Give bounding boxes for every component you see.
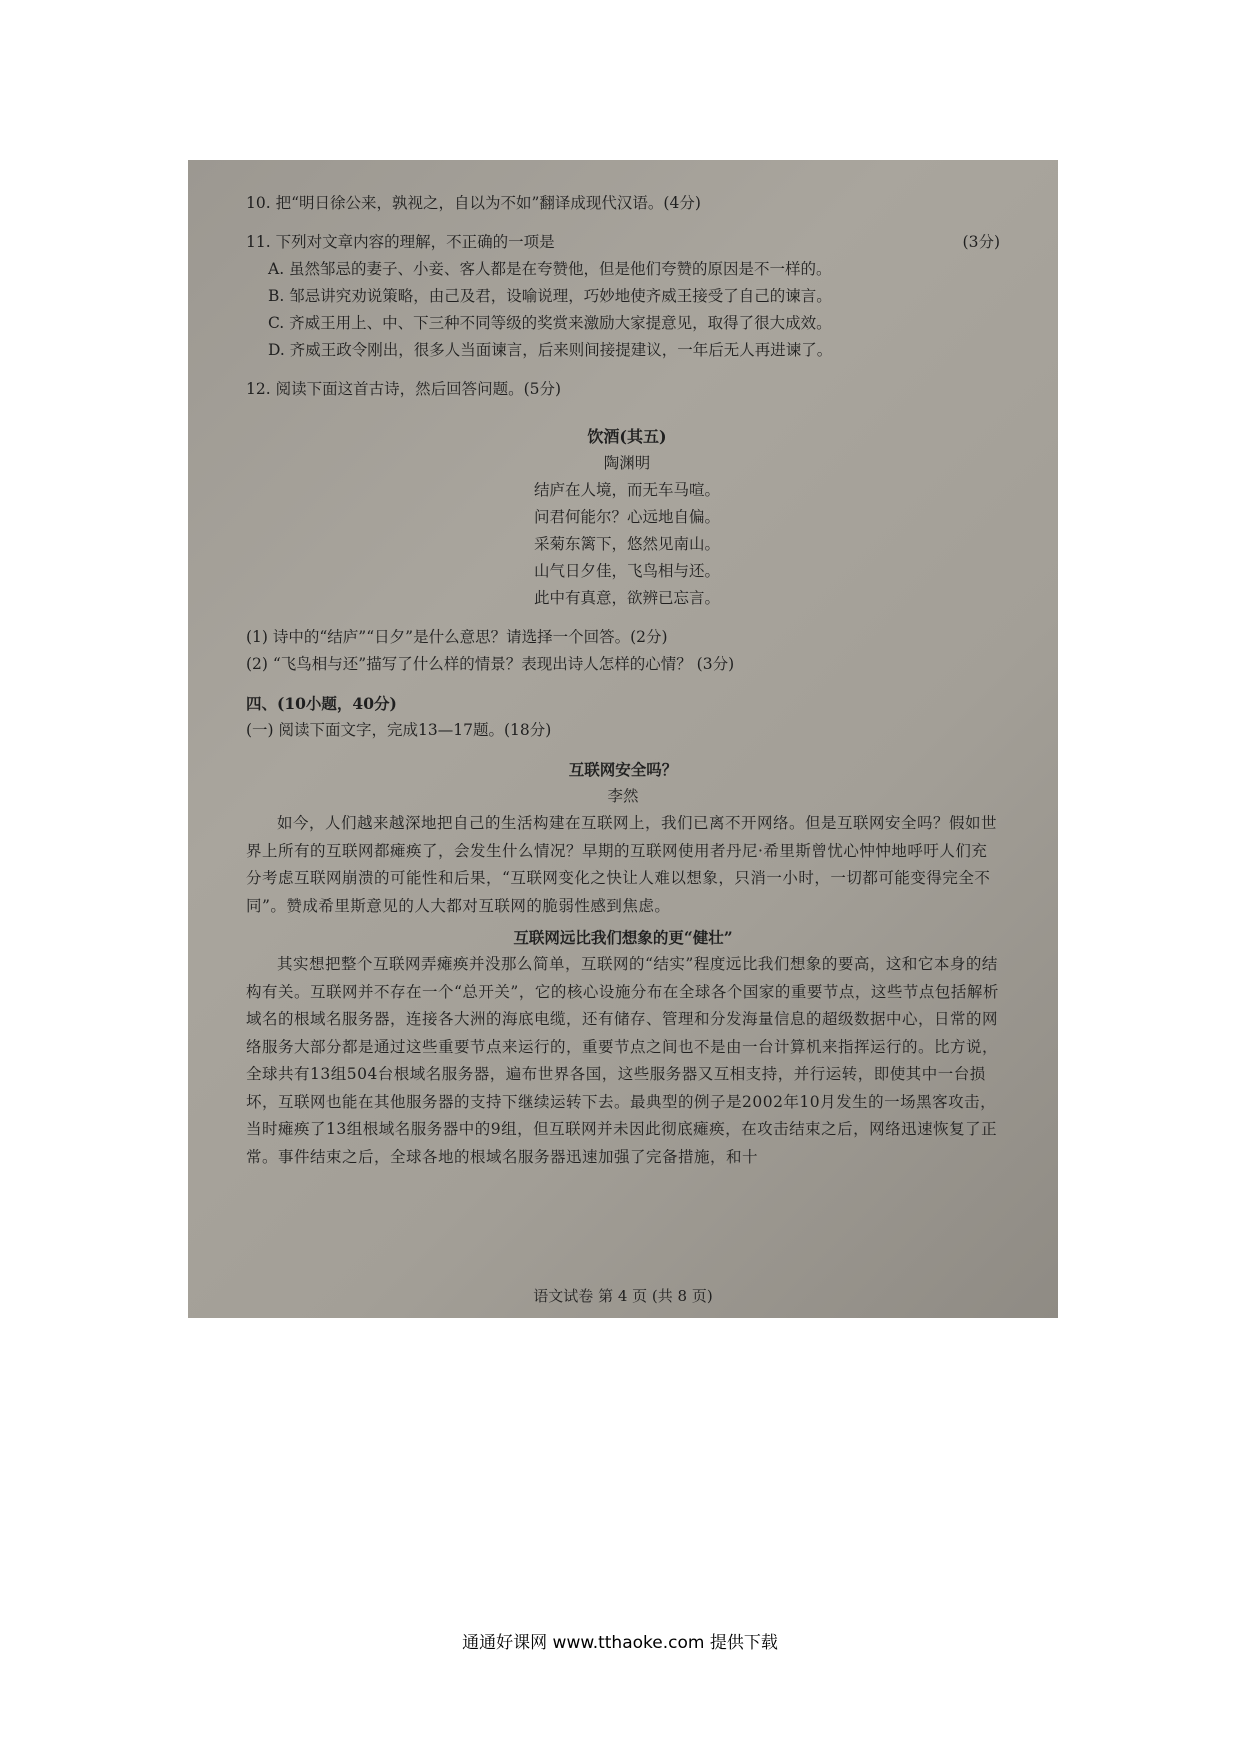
article-subheading: 互联网远比我们想象的更“健壮” (513, 928, 733, 947)
site-footer: 通通好课网 www.tthaoke.com 提供下载 (462, 1633, 778, 1653)
part-1-instruction: (一) 阅读下面文字，完成13—17题。(18分) (246, 721, 552, 739)
question-11-option-d: D. 齐威王政令刚出，很多人当面谏言，后来则间接提建议，一年后无人再进谏了。 (268, 341, 833, 359)
article-author: 李然 (607, 787, 639, 805)
article-paragraph-2: 其实想把整个互联网弄瘫痪并没那么简单，互联网的“结实”程度远比我们想象的要高，这和它本身的结构有关。互联网并不存在一个“总开关”，它的核心设施分布在全球各个国家的重要节点，这些节点包括解析域名的根域名服务器，连接各大洲的海底电缆，还有储存、管理和分发海量信息的超级数据中心，日常的网络服务大部分都是通过这些重要节点来运行的，重要节点之间也不是由一台计算机来指挥运行的。比方说，全球共有13组504台根域名服务器，遍布世界各国，这些服务器又互相支持，并行运转，即使其中一台损坏，互联网也能在其他服务器的支持下继续运转下去。最典型的例子是2002年10月发生的一场黑客攻击，当时瘫痪了13组根域名服务器中的9组，但互联网并未因此彻底瘫痪，在攻击结束之后，网络迅速恢复了正常。事件结束之后，全球各地的根域名服务器迅速加强了完备措施，和十 (246, 955, 999, 1166)
poem-line: 此中有真意，欲辨已忘言。 (533, 589, 720, 607)
question-12-stem: 12. 阅读下面这首古诗，然后回答问题。(5分) (246, 380, 562, 398)
poem-line: 采菊东篱下，悠然见南山。 (533, 535, 720, 553)
question-11-option-c: C. 齐威王用上、中、下三种不同等级的奖赏来激励大家提意见，取得了很大成效。 (268, 314, 832, 332)
exam-page-photo (188, 160, 1058, 1318)
poem-title: 饮酒(其五) (587, 427, 667, 446)
question-10: 10. 把“明日徐公来，孰视之，自以为不如”翻译成现代汉语。(4分) (246, 194, 701, 212)
section-4-heading: 四、(10小题，40分) (246, 694, 397, 713)
article-paragraph-1: 如今，人们越来越深地把自己的生活构建在互联网上，我们已离不开网络。但是互联网安全吗？假如世界上所有的互联网都瘫痪了，会发生什么情况？早期的互联网使用者丹尼·希里斯曾忧心忡忡地呼吁人们充分考虑互联网崩溃的可能性和后果，“互联网变化之快让人难以想象，只消一小时，一切都可能变得完全不同”。赞成希里斯意见的人大都对互联网的脆弱性感到焦虑。 (246, 814, 998, 915)
question-11-option-a: A. 虽然邹忌的妻子、小妾、客人都是在夸赞他，但是他们夸赞的原因是不一样的。 (268, 260, 832, 278)
poem-line: 山气日夕佳，飞鸟相与还。 (533, 562, 720, 580)
question-12-sub-2: (2) “飞鸟相与还”描写了什么样的情景？表现出诗人怎样的心情？ (3分) (246, 655, 735, 673)
question-11-score: (3分) (962, 233, 1000, 251)
question-12-sub-1: (1) 诗中的“结庐”“日夕”是什么意思？请选择一个回答。(2分) (246, 628, 668, 646)
poem-line: 结庐在人境，而无车马喧。 (533, 481, 720, 499)
poem-line: 问君何能尔？心远地自偏。 (533, 508, 720, 526)
exam-page-number: 语文试卷 第 4 页 (共 8 页) (533, 1287, 713, 1305)
poem-author: 陶渊明 (603, 454, 651, 472)
article-title: 互联网安全吗？ (568, 760, 678, 779)
question-11-stem: 11. 下列对文章内容的理解，不正确的一项是 (3分) (246, 229, 1000, 256)
question-11-option-b: B. 邹忌讲究劝说策略，由己及君，设喻说理，巧妙地使齐威王接受了自己的谏言。 (268, 287, 832, 305)
